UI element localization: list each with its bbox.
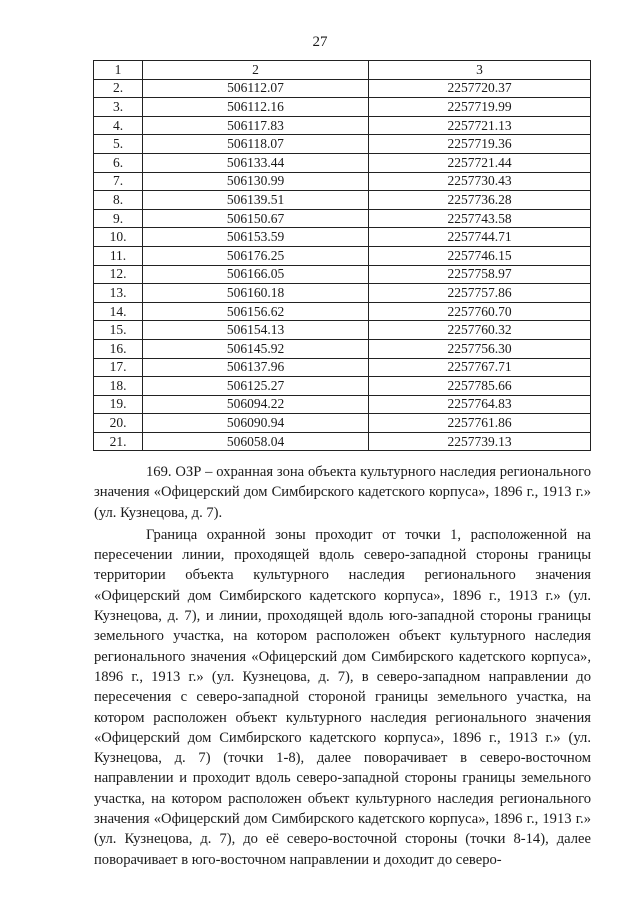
table-row — [94, 135, 591, 154]
table-row — [94, 414, 591, 433]
y-coordinate-cell: 2257730.43 — [369, 172, 591, 191]
y-coordinate-cell: 2257736.28 — [369, 191, 591, 210]
table-row — [94, 284, 591, 303]
point-number-cell: 8. — [94, 191, 143, 210]
x-coordinate-cell: 506090.94 — [143, 414, 369, 433]
table-row — [94, 153, 591, 172]
y-coordinate-cell: 2257758.97 — [369, 265, 591, 284]
table-row — [94, 395, 591, 414]
y-coordinate-cell: 2257739.13 — [369, 432, 591, 451]
point-number-cell: 9. — [94, 209, 143, 228]
table-row — [94, 321, 591, 340]
y-coordinate-cell: 2257767.71 — [369, 358, 591, 377]
x-coordinate-cell: 506154.13 — [143, 321, 369, 340]
table-body — [94, 79, 591, 451]
column-header-2: 2 — [143, 61, 369, 80]
x-coordinate-cell: 506156.62 — [143, 302, 369, 321]
table-row — [94, 79, 591, 98]
y-coordinate-cell: 2257764.83 — [369, 395, 591, 414]
table-row — [94, 265, 591, 284]
y-coordinate-cell: 2257785.66 — [369, 377, 591, 396]
point-number-cell: 19. — [94, 395, 143, 414]
x-coordinate-cell: 506118.07 — [143, 135, 369, 154]
x-coordinate-cell: 506130.99 — [143, 172, 369, 191]
x-coordinate-cell: 506160.18 — [143, 284, 369, 303]
y-coordinate-cell: 2257721.44 — [369, 153, 591, 172]
x-coordinate-cell: 506058.04 — [143, 432, 369, 451]
point-number-cell: 14. — [94, 302, 143, 321]
table-row — [94, 302, 591, 321]
y-coordinate-cell: 2257746.15 — [369, 246, 591, 265]
table-row — [94, 377, 591, 396]
y-coordinate-cell: 2257757.86 — [369, 284, 591, 303]
x-coordinate-cell: 506153.59 — [143, 228, 369, 247]
coordinates-table — [93, 60, 591, 451]
x-coordinate-cell: 506112.16 — [143, 98, 369, 117]
x-coordinate-cell: 506125.27 — [143, 377, 369, 396]
point-number-cell: 7. — [94, 172, 143, 191]
y-coordinate-cell: 2257744.71 — [369, 228, 591, 247]
point-number-cell: 2. — [94, 79, 143, 98]
table-row — [94, 191, 591, 210]
point-number-cell: 15. — [94, 321, 143, 340]
y-coordinate-cell: 2257743.58 — [369, 209, 591, 228]
point-number-cell: 6. — [94, 153, 143, 172]
y-coordinate-cell: 2257720.37 — [369, 79, 591, 98]
point-number-cell: 4. — [94, 116, 143, 135]
table-row — [94, 339, 591, 358]
y-coordinate-cell: 2257761.86 — [369, 414, 591, 433]
point-number-cell: 12. — [94, 265, 143, 284]
x-coordinate-cell: 506166.05 — [143, 265, 369, 284]
table-row — [94, 98, 591, 117]
x-coordinate-cell: 506145.92 — [143, 339, 369, 358]
page-number: 27 — [312, 34, 328, 50]
table-row — [94, 228, 591, 247]
x-coordinate-cell: 506150.67 — [143, 209, 369, 228]
point-number-cell: 17. — [94, 358, 143, 377]
point-number-cell: 10. — [94, 228, 143, 247]
table-row — [94, 432, 591, 451]
x-coordinate-cell: 506112.07 — [143, 79, 369, 98]
table-row — [94, 358, 591, 377]
document-text — [94, 462, 591, 870]
paragraph-boundary-description: Граница охранной зоны проходит от точки 1, расположенной на пересечении линии, проходящей вдоль северо-западной стороны границы территории объекта культурного наследия регионального значения «Офицерский дом Симбирского кадетского корпуса», 1896 г., 1913 г.» (ул. Кузнецова, д. 7), и линии, проходящей вдоль юго-западной стороны границы земельного участка, на котором расположен объект культурного наследия регионального значения «Офицерский дом Симбирского кадетского корпуса», 1896 г., 1913 г.» (ул. Кузнецова, д. 7), в северо-западном направлении до пересечения с северо-западной стороной границы земельного участка, на котором расположен объект культурного наследия регионального значения «Офицерский дом Симбирского кадетского корпуса», 1896 г., 1913 г.» (ул. Кузнецова, д. 7) (точки 1-8), далее поворачивает в северо-восточном направлении и проходит вдоль северо-западной стороны границы земельного участка, на котором расположен объект культурного наследия регионального значения «Офицерский дом Симбирского кадетского корпуса», 1896 г., 1913 г.» (ул. Кузнецова, д. 7), до её северо-восточной стороны (точки 8-14), далее поворачивает в юго-восточном направлении и доходит до северо- — [94, 526, 591, 868]
column-header-1: 1 — [94, 61, 143, 80]
point-number-cell: 16. — [94, 339, 143, 358]
column-header-3: 3 — [369, 61, 591, 80]
y-coordinate-cell: 2257719.36 — [369, 135, 591, 154]
x-coordinate-cell: 506117.83 — [143, 116, 369, 135]
table-row — [94, 116, 591, 135]
x-coordinate-cell: 506139.51 — [143, 191, 369, 210]
point-number-cell: 13. — [94, 284, 143, 303]
y-coordinate-cell: 2257760.32 — [369, 321, 591, 340]
y-coordinate-cell: 2257756.30 — [369, 339, 591, 358]
point-number-cell: 3. — [94, 98, 143, 117]
point-number-cell: 5. — [94, 135, 143, 154]
point-number-cell: 11. — [94, 246, 143, 265]
x-coordinate-cell: 506137.96 — [143, 358, 369, 377]
x-coordinate-cell: 506133.44 — [143, 153, 369, 172]
x-coordinate-cell: 506094.22 — [143, 395, 369, 414]
y-coordinate-cell: 2257760.70 — [369, 302, 591, 321]
table-row — [94, 172, 591, 191]
paragraph-zone-title: 169. ОЗР – охранная зона объекта культурного наследия регионального значения «Офицерский дом Симбирского кадетского корпуса», 1896 г., 1913 г.» (ул. Кузнецова, д. 7). — [94, 464, 591, 521]
y-coordinate-cell: 2257719.99 — [369, 98, 591, 117]
point-number-cell: 18. — [94, 377, 143, 396]
y-coordinate-cell: 2257721.13 — [369, 116, 591, 135]
point-number-cell: 21. — [94, 432, 143, 451]
x-coordinate-cell: 506176.25 — [143, 246, 369, 265]
table-row — [94, 209, 591, 228]
table-header-row — [94, 61, 591, 80]
point-number-cell: 20. — [94, 414, 143, 433]
table-row — [94, 246, 591, 265]
